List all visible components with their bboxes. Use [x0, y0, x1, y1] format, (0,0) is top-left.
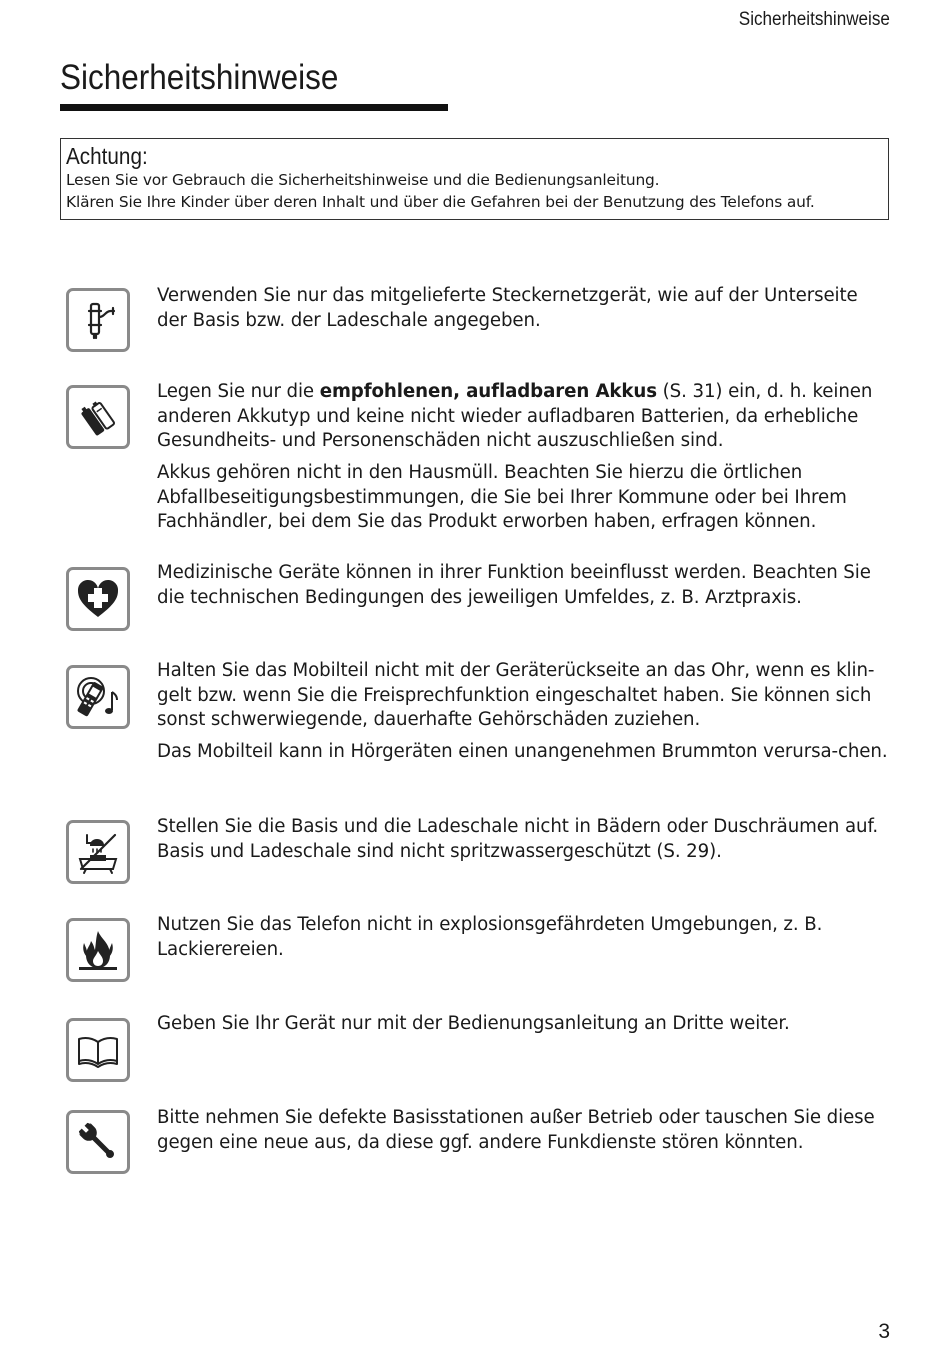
- power-plug-icon: [66, 288, 130, 352]
- explosion-warning-text: Nutzen Sie das Telefon nicht in explosionsgefährdeten Umgebungen, z. B. Lackierereien.: [157, 914, 823, 960]
- battery-disposal-text: Akkus gehören nicht in den Hausmüll. Beachten Sie hierzu die örtlichen Abfallbeseitigungsbestimmungen, die Sie bei Ihrer Kommune oder bei Ihrem Fachhändler, bei dem Sie das Produkt erworben haben, erfragen können.: [157, 462, 847, 533]
- wrench-icon: [66, 1110, 130, 1174]
- page-title: Sicherheitshinweise: [60, 58, 339, 97]
- attention-line-2: Klären Sie Ihre Kinder über deren Inhalt und über die Gefahren bei der Benutzung des Telefons auf.: [66, 193, 815, 211]
- hearing-aid-text: Das Mobilteil kann in Hörgeräten einen unangenehmen Brummton verursa-chen.: [157, 741, 888, 762]
- no-shower-icon: [66, 820, 130, 884]
- fire-icon: [66, 918, 130, 982]
- ringing-warning-text: Halten Sie das Mobilteil nicht mit der Geräterückseite an das Ohr, wenn es klin-gelt bzw. wenn Sie die Freisprechfunktion eingeschaltet haben. Sie können sich sonst schwerwiegende, dauerhafte Gehörschäden zuziehen.: [157, 660, 875, 731]
- battery-text-end: (S. 31) ein, d. h. keinen anderen Akkutyp und keine nicht wieder aufladbaren Batterien, da erhebliche Gesundheits- und Personenschäden nicht auszuschließen sind.: [157, 381, 873, 452]
- manual-handover-text: Geben Sie Ihr Gerät nur mit der Bedienungsanleitung an Dritte weiter.: [157, 1013, 790, 1034]
- battery-text-emphasis: empfohlenen, aufladbaren Akkus: [319, 381, 657, 402]
- defective-base-text: Bitte nehmen Sie defekte Basisstationen außer Betrieb oder tauschen Sie diese gegen eine neue aus, da diese ggf. andere Funkdienste stören könnten.: [157, 1107, 875, 1153]
- water-warning-text: Stellen Sie die Basis und die Ladeschale nicht in Bädern oder Duschräumen auf. Basis und Ladeschale sind nicht spritzwassergeschützt (S. 29).: [157, 816, 879, 862]
- attention-box: [60, 138, 889, 220]
- phone-ringing-icon: [66, 665, 130, 729]
- open-book-icon: [66, 1018, 130, 1082]
- page-number: 3: [878, 1320, 890, 1343]
- attention-line-1: Lesen Sie vor Gebrauch die Sicherheitshinweise und die Bedienungsanleitung.: [66, 171, 660, 189]
- power-supply-text: Verwenden Sie nur das mitgelieferte Steckernetzgerät, wie auf der Unterseite der Basis bzw. der Ladeschale angegeben.: [157, 285, 858, 331]
- title-underline: [60, 104, 448, 111]
- running-header: Sicherheitshinweise: [738, 9, 890, 30]
- battery-icon: [66, 385, 130, 449]
- attention-heading: Achtung:: [66, 143, 148, 169]
- battery-text: [157, 380, 892, 454]
- battery-text-start: Legen Sie nur die: [157, 381, 320, 402]
- medical-heart-icon: [66, 567, 130, 631]
- medical-devices-text: Medizinische Geräte können in ihrer Funktion beeinflusst werden. Beachten Sie die technischen Bedingungen des jeweiligen Umfeldes, z. B. Arztpraxis.: [157, 562, 871, 608]
